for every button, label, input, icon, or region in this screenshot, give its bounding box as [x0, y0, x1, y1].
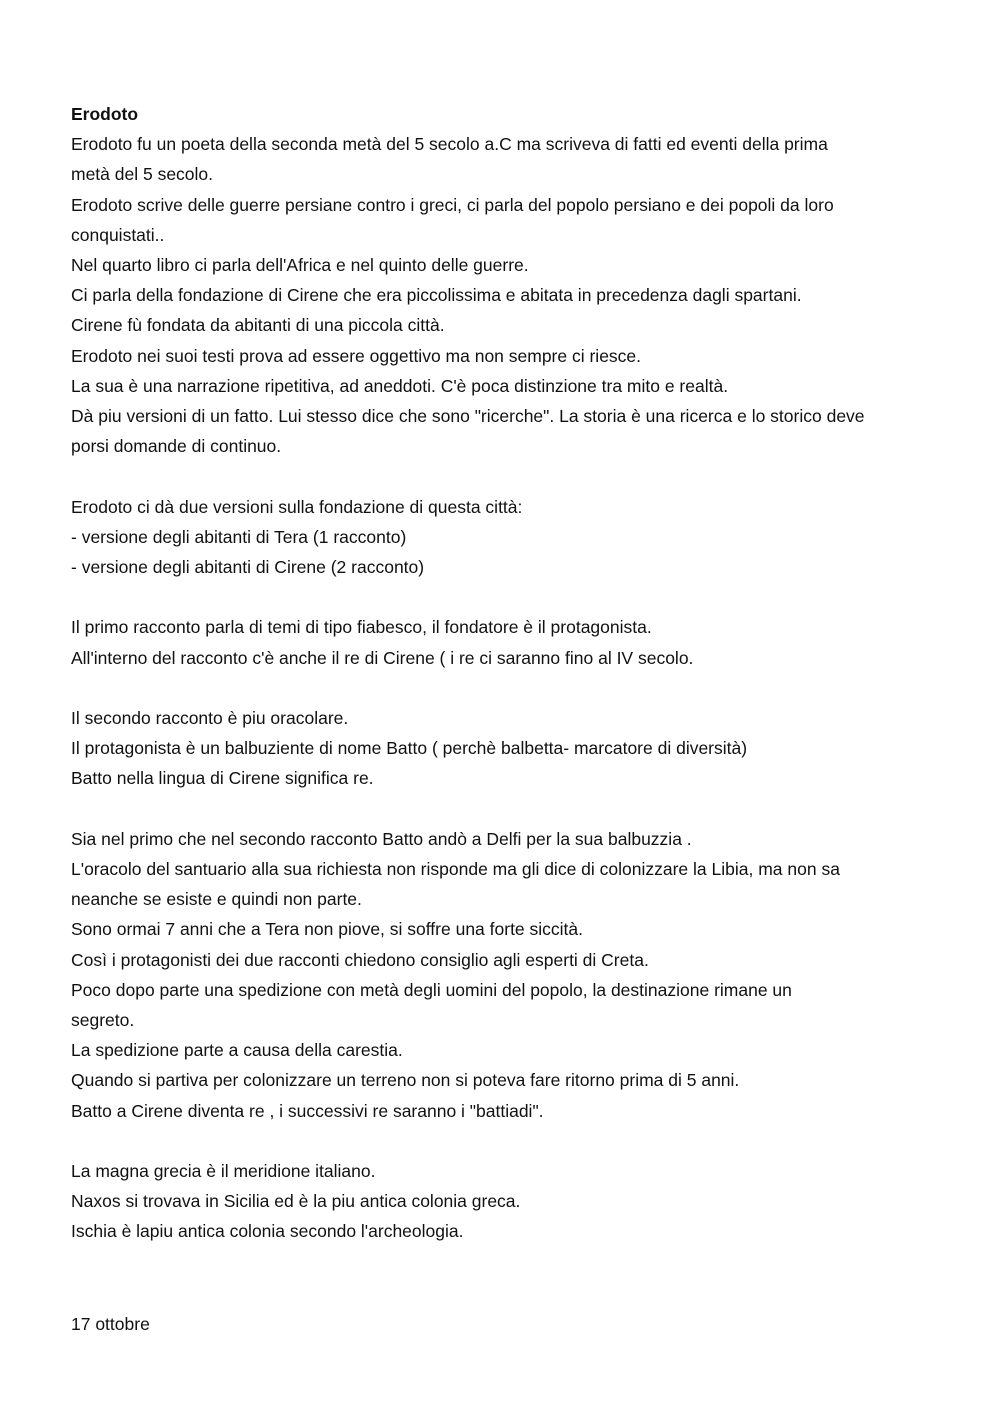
- document-body: [71, 99, 941, 1247]
- list-item: - versione degli abitanti di Cirene (2 racconto): [71, 557, 425, 578]
- paragraph-intro: [71, 129, 941, 461]
- text-line: segreto.: [71, 1010, 135, 1031]
- text-line: L'oracolo del santuario alla sua richiesta non risponde ma gli dice di colonizzare la Libia, ma non sa: [71, 859, 840, 880]
- text-line: Erodoto scrive delle guerre persiane contro i greci, ci parla del popolo persiano e dei popoli da loro: [71, 194, 834, 215]
- paragraph-gap: [71, 673, 941, 703]
- text-line: Il secondo racconto è piu oracolare.: [71, 708, 349, 729]
- document-title: Erodoto: [71, 104, 139, 124]
- text-line: Poco dopo parte una spedizione con metà degli uomini del popolo, la destinazione rimane un: [71, 979, 792, 1000]
- text-line: Erodoto fu un poeta della seconda metà del 5 secolo a.C ma scriveva di fatti ed eventi della prima: [71, 134, 828, 155]
- text-line: metà del 5 secolo.: [71, 164, 214, 185]
- text-line: Quando si partiva per colonizzare un terreno non si poteva fare ritorno prima di 5 anni.: [71, 1070, 740, 1091]
- paragraph-gap: [71, 582, 941, 612]
- text-line: Ischia è lapiu antica colonia secondo l'archeologia.: [71, 1221, 464, 1242]
- date-heading: 17 ottobre: [71, 1314, 150, 1334]
- text-line: Naxos si trovava in Sicilia ed è la piu antica colonia greca.: [71, 1191, 521, 1212]
- paragraph-gap: [71, 461, 941, 491]
- text-line: Dà piu versioni di un fatto. Lui stesso dice che sono "ricerche". La storia è una ricerca e lo storico deve: [71, 406, 865, 427]
- text-line: Il primo racconto parla di temi di tipo fiabesco, il fondatore è il protagonista.: [71, 617, 652, 638]
- text-line: porsi domande di continuo.: [71, 436, 282, 457]
- text-line: Nel quarto libro ci parla dell'Africa e nel quinto delle guerre.: [71, 255, 529, 276]
- text-line: La spedizione parte a causa della carestia.: [71, 1040, 403, 1061]
- paragraph-magna-grecia: [71, 1156, 941, 1247]
- text-line: neanche se esiste e quindi non parte.: [71, 889, 362, 910]
- text-line: Batto nella lingua di Cirene significa re.: [71, 768, 374, 789]
- paragraph-batto: [71, 824, 941, 1126]
- paragraph-second-story: [71, 703, 941, 794]
- text-line: Così i protagonisti dei due racconti chiedono consiglio agli esperti di Creta.: [71, 949, 649, 970]
- text-line: Sia nel primo che nel secondo racconto Batto andò a Delfi per la sua balbuzzia .: [71, 828, 692, 849]
- text-line: Batto a Cirene diventa re , i successivi re saranno i "battiadi".: [71, 1100, 544, 1121]
- text-line: Ci parla della fondazione di Cirene che era piccolissima e abitata in precedenza dagli spartani.: [71, 285, 802, 306]
- text-line: All'interno del racconto c'è anche il re di Cirene ( i re ci saranno fino al IV secolo.: [71, 647, 694, 668]
- text-line: Erodoto ci dà due versioni sulla fondazione di questa città:: [71, 496, 523, 517]
- text-line: La magna grecia è il meridione italiano.: [71, 1161, 376, 1182]
- text-line: Il protagonista è un balbuziente di nome Batto ( perchè balbetta- marcatore di diversità): [71, 738, 748, 759]
- paragraph-versions: [71, 492, 941, 583]
- list-item: - versione degli abitanti di Tera (1 racconto): [71, 526, 407, 547]
- paragraph-gap: [71, 1126, 941, 1156]
- paragraph-gap: [71, 794, 941, 824]
- text-line: Cirene fù fondata da abitanti di una piccola città.: [71, 315, 445, 336]
- paragraph-first-story: [71, 612, 941, 672]
- text-line: La sua è una narrazione ripetitiva, ad aneddoti. C'è poca distinzione tra mito e realtà.: [71, 375, 729, 396]
- text-line: Sono ormai 7 anni che a Tera non piove, si soffre una forte siccità.: [71, 919, 584, 940]
- text-line: conquistati..: [71, 224, 165, 245]
- text-line: Erodoto nei suoi testi prova ad essere oggettivo ma non sempre ci riesce.: [71, 345, 642, 366]
